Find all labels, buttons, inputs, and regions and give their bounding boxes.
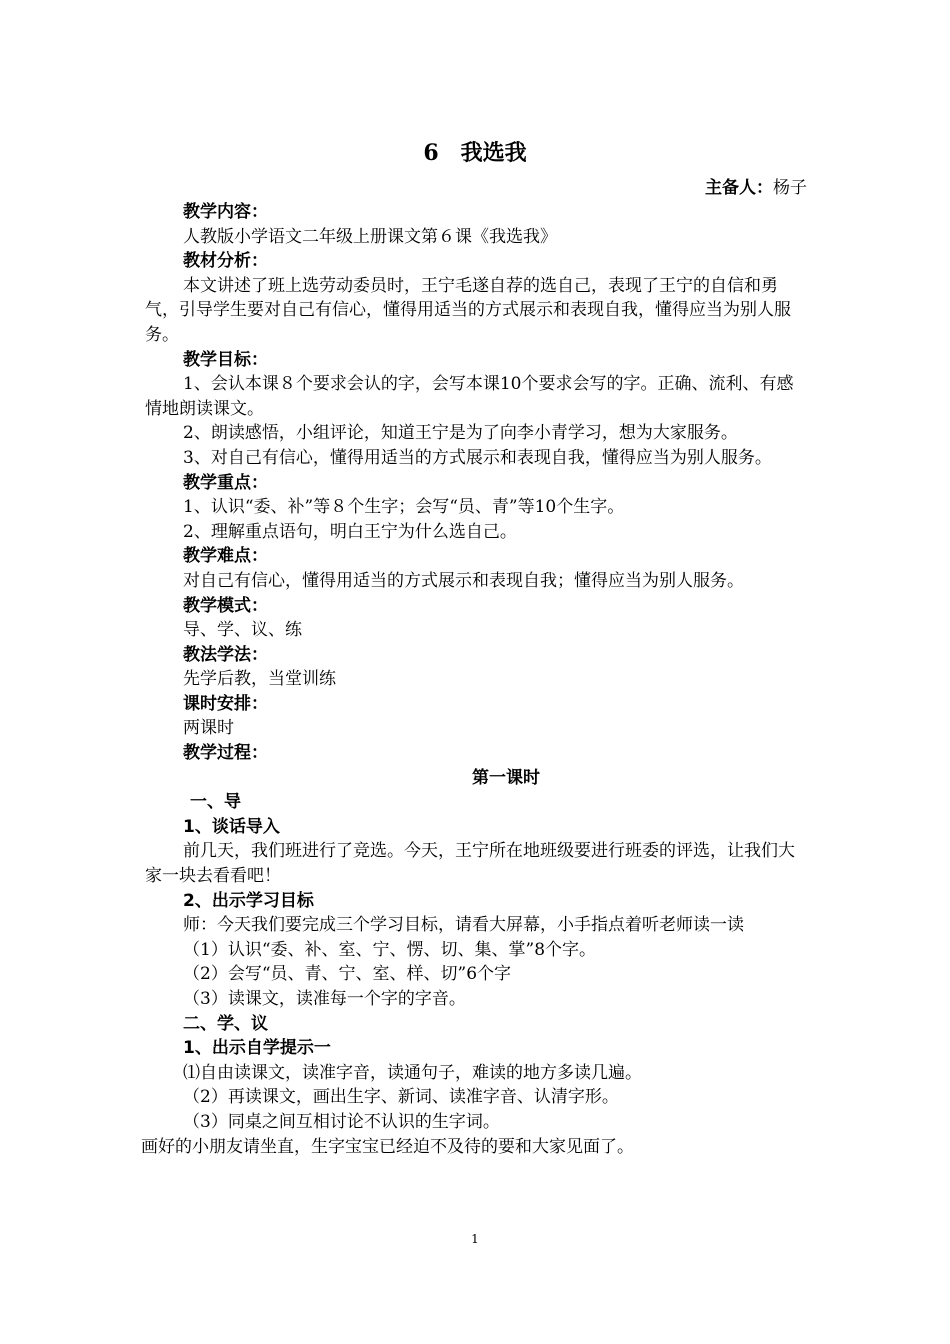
- paragraph: 导、学、议、练: [183, 620, 302, 641]
- section-heading: 1、谈话导入: [183, 816, 280, 837]
- section-heading: 一、导: [190, 792, 241, 813]
- paragraph: （1）认识“委、补、室、宁、愣、切、集、掌”8个字。: [183, 939, 597, 960]
- section-heading: 课时安排：: [183, 693, 268, 714]
- paragraph: 1、认识“委、补”等８个生字；会写“员、青”等10个生字。: [183, 497, 625, 518]
- section-heading: 教材分析：: [183, 251, 268, 272]
- section-heading: 教学过程：: [183, 743, 268, 764]
- paragraph: 前几天，我们班进行了竞选。今天，王宁所在地班级要进行班委的评选，让我们大家一块去看看吧！: [145, 841, 795, 887]
- author-name: 杨子: [773, 178, 807, 198]
- section-heading: 教学难点：: [183, 546, 268, 567]
- paragraph: 师：今天我们要完成三个学习目标，请看大屏幕，小手指点着听老师读一读: [183, 915, 744, 936]
- document-body: [141, 200, 807, 1159]
- page-number: 1: [471, 1232, 479, 1246]
- section-heading: 教学内容：: [183, 202, 268, 222]
- paragraph: 对自己有信心，懂得用适当的方式展示和表现自我；懂得应当为别人服务。: [183, 570, 744, 591]
- section-heading: 2、出示学习目标: [183, 890, 314, 911]
- section-heading: 教学模式：: [183, 595, 268, 616]
- author-line: [705, 176, 807, 200]
- lesson-title: [0, 138, 950, 168]
- section-heading: 教法学法：: [183, 644, 268, 665]
- paragraph: 1、会认本课８个要求会认的字，会写本课10个要求会写的字。正确、流利、有感情地朗读课文。: [145, 374, 794, 419]
- paragraph: ⑴自由读课文，读准字音，读通句子，难读的地方多读几遍。: [183, 1062, 642, 1083]
- paragraph: 两课时: [183, 718, 234, 739]
- paragraph: 3、对自己有信心，懂得用适当的方式展示和表现自我，懂得应当为别人服务。: [183, 447, 772, 468]
- lesson-title-text: 我选我: [460, 140, 527, 166]
- author-label: 主备人：: [705, 178, 773, 198]
- paragraph: （3）读课文，读准每一个字的字音。: [183, 989, 466, 1009]
- paragraph: （3）同桌之间互相讨论不认识的生字词。: [183, 1111, 500, 1132]
- paragraph: 人教版小学语文二年级上册课文第６课《我选我》: [183, 226, 557, 247]
- paragraph: 2、理解重点语句，明白王宁为什么选自己。: [183, 521, 517, 542]
- paragraph: 2、朗读感悟，小组评论，知道王宁是为了向李小青学习，想为大家服务。: [183, 423, 738, 444]
- paragraph: （2）会写“员、青、宁、室、样、切”6个字: [183, 964, 512, 985]
- section-heading: 教学重点：: [183, 472, 268, 493]
- paragraph: 先学后教，当堂训练: [183, 669, 336, 690]
- period-heading: 第一课时: [472, 767, 540, 788]
- paragraph: 本文讲述了班上选劳动委员时，王宁毛遂自荐的选自己，表现了王宁的自信和勇气，引导学生要对自己有信心，懂得用适当的方式展示和表现自我，懂得应当为别人服务。: [145, 275, 791, 345]
- paragraph: 画好的小朋友请坐直，生字宝宝已经迫不及待的要和大家见面了。: [141, 1136, 634, 1157]
- lesson-number: 6: [423, 140, 439, 166]
- paragraph: （2）再读课文，画出生字、新词、读准字音、认清字形。: [183, 1087, 619, 1108]
- section-heading: 1、出示自学提示一: [183, 1038, 331, 1059]
- section-heading: 教学目标：: [183, 349, 268, 370]
- section-heading: 二、学、议: [183, 1013, 268, 1034]
